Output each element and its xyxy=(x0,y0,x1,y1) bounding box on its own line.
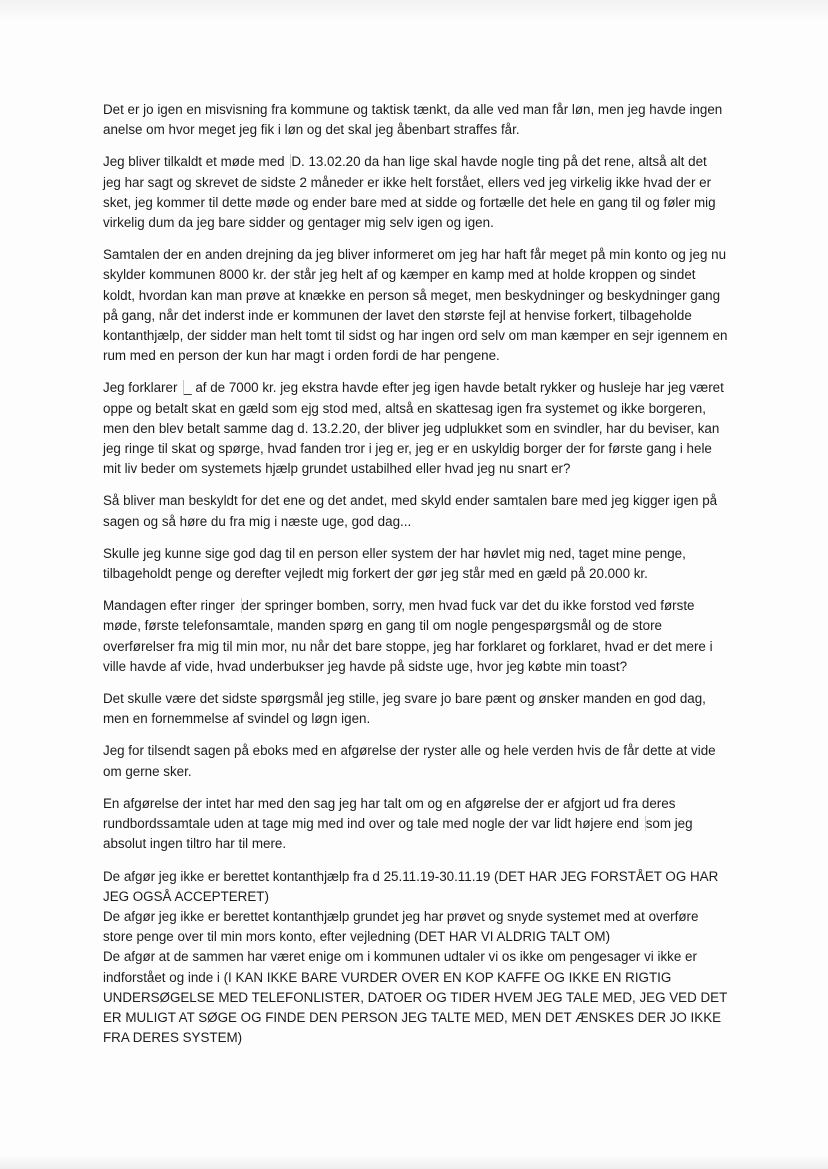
paragraph-10-start: En afgørelse der intet har med den sag jeg har talt om og en afgørelse der er afgjort ud fra deres rundbordssamtale uden at tage mig med ind over og tale med nogle der var lidt højere end xyxy=(103,795,676,832)
paragraph-1: Det er jo igen en misvisning fra kommune og taktisk tænkt, da alle ved man får løn, men jeg havde ingen anelse om hvor meget jeg fik i løn og det skal jeg åbenbart straffes får. xyxy=(103,102,723,138)
paragraph-7 xyxy=(103,596,728,677)
paragraph-4-rest: _ af de 7000 kr. jeg ekstra havde efter jeg igen havde betalt rykker og husleje har jeg været oppe og betalt skat en gæld som ejg stod med, altså en skattesag igen fra systemet og ikke borgeren, men den blev betalt samme dag d. 13.2.20, der bliver jeg udplukket som en svindler, har du beviser, kan jeg ringe til skat og spørge, hvad fanden tror i jeg er, jeg er en uskyldig borger der for første gang i hele mit liv beder om systemets hjælp grundet ustabilhed eller hvad jeg nu snart er? xyxy=(103,380,724,477)
paragraph-4 xyxy=(103,378,728,479)
paragraph-9: Jeg for tilsendt sagen på eboks med en afgørelse der ryster alle og hele verden hvis de får dette at vide om gerne sker. xyxy=(103,743,716,779)
scan-edge-bottom xyxy=(0,1155,828,1169)
paragraph-2-rest: D. 13.02.20 da han lige skal havde nogle ting på det rene, altså alt det jeg har sagt og skrevet de sidste 2 måneder er ikke helt forstået, ellers ved jeg virkelig ikke hvad der er sket, jeg kommer til dette møde og ender bare med at sidde og fortælle det hele en gang til og føler mig virkelig dum da jeg bare sidder og gentager mig selv igen og igen. xyxy=(103,154,716,231)
scan-edge-top xyxy=(0,0,828,22)
paragraph-5: Så bliver man beskyldt for det ene og det andet, med skyld ender samtalen bare med jeg kigger igen på sagen og så høre du fra mig i næste uge, god dag... xyxy=(103,493,718,529)
paragraph-10-rest: som jeg absolut ingen tiltro har til mere. xyxy=(103,816,693,852)
paragraph-2-start: Jeg bliver tilkaldt et møde med xyxy=(103,154,285,170)
decision-line-3: De afgør at de sammen har været enige om i kommunen udtaler vi os ikke om pengesager vi ikke er indforstået og inde i (I KAN IKKE BARE VURDER OVER EN KOP KAFFE OG IKKE EN RIGTIG UNDERSØGELSE MED TELEFONLISTER, DATOER OG TIDER HVEM JEG TALE MED, JEG VED DET ER MULIGT AT SØGE OG FINDE DEN PERSON JEG TALTE MED, MEN DET ÆNSKES DER JO IKKE FRA DERES SYSTEM) xyxy=(103,949,728,1046)
letter-body xyxy=(103,100,728,1048)
paragraph-10 xyxy=(103,794,728,855)
decision-line-1: De afgør jeg ikke er berettet kontanthjælp fra d 25.11.19-30.11.19 (DET HAR JEG FORSTÅET OG HAR JEG OGSÅ ACCEPTERET) xyxy=(103,868,719,904)
paragraph-8: Det skulle være det sidste spørgsmål jeg stille, jeg svare jo bare pænt og ønsker manden en god dag, men en fornemmelse af svindel og løgn igen. xyxy=(103,691,706,727)
paragraph-6: Skulle jeg kunne sige god dag til en person eller system der har høvlet mig ned, taget mine penge, tilbageholdt penge og derefter vejledt mig forkert der gør jeg står med en gæld på 20.000 kr. xyxy=(103,545,686,582)
paragraph-3: Samtalen der en anden drejning da jeg bliver informeret om jeg har haft får meget på min konto og jeg nu skylder kommunen 8000 kr. der står jeg helt af og kæmper en kamp med at holde kroppen og sindet koldt, hvordan kan man prøve at knække en person så meget, men beskydninger og beskydninger gang på gang, når det inderst inde er kommunen der lavet den største fejl at henvise forkert, tilbageholde kontanthjælp, der sidder man helt tomt til sidst og har ingen ord selv om man kæmper en sejr igennem en rum med en person der kun har magt i orden fordi de har pengene. xyxy=(103,247,728,364)
paragraph-7-rest: der springer bomben, sorry, men hvad fuck var det du ikke forstod ved første møde, første telefonsamtale, manden spørg en gang til om nogle pengespørgsmål og de store overførelser fra mig til min mor, nu når det bare stoppe, jeg har forklaret og forklaret, hvad er det mere i ville havde af vide, hvad underbukser jeg havde på sidste uge, hvor jeg købte min toast? xyxy=(103,598,713,674)
decision-line-2: De afgør jeg ikke er berettet kontanthjælp grundet jeg har prøvet og snyde systemet med at overføre store penge over til min mors konto, efter vejledning (DET HAR VI ALDRIG TALT OM) xyxy=(103,908,699,945)
paragraph-4-start: Jeg forklarer xyxy=(103,380,178,396)
paragraph-7-start: Mandagen efter ringer xyxy=(103,598,235,614)
paragraph-2 xyxy=(103,152,728,233)
